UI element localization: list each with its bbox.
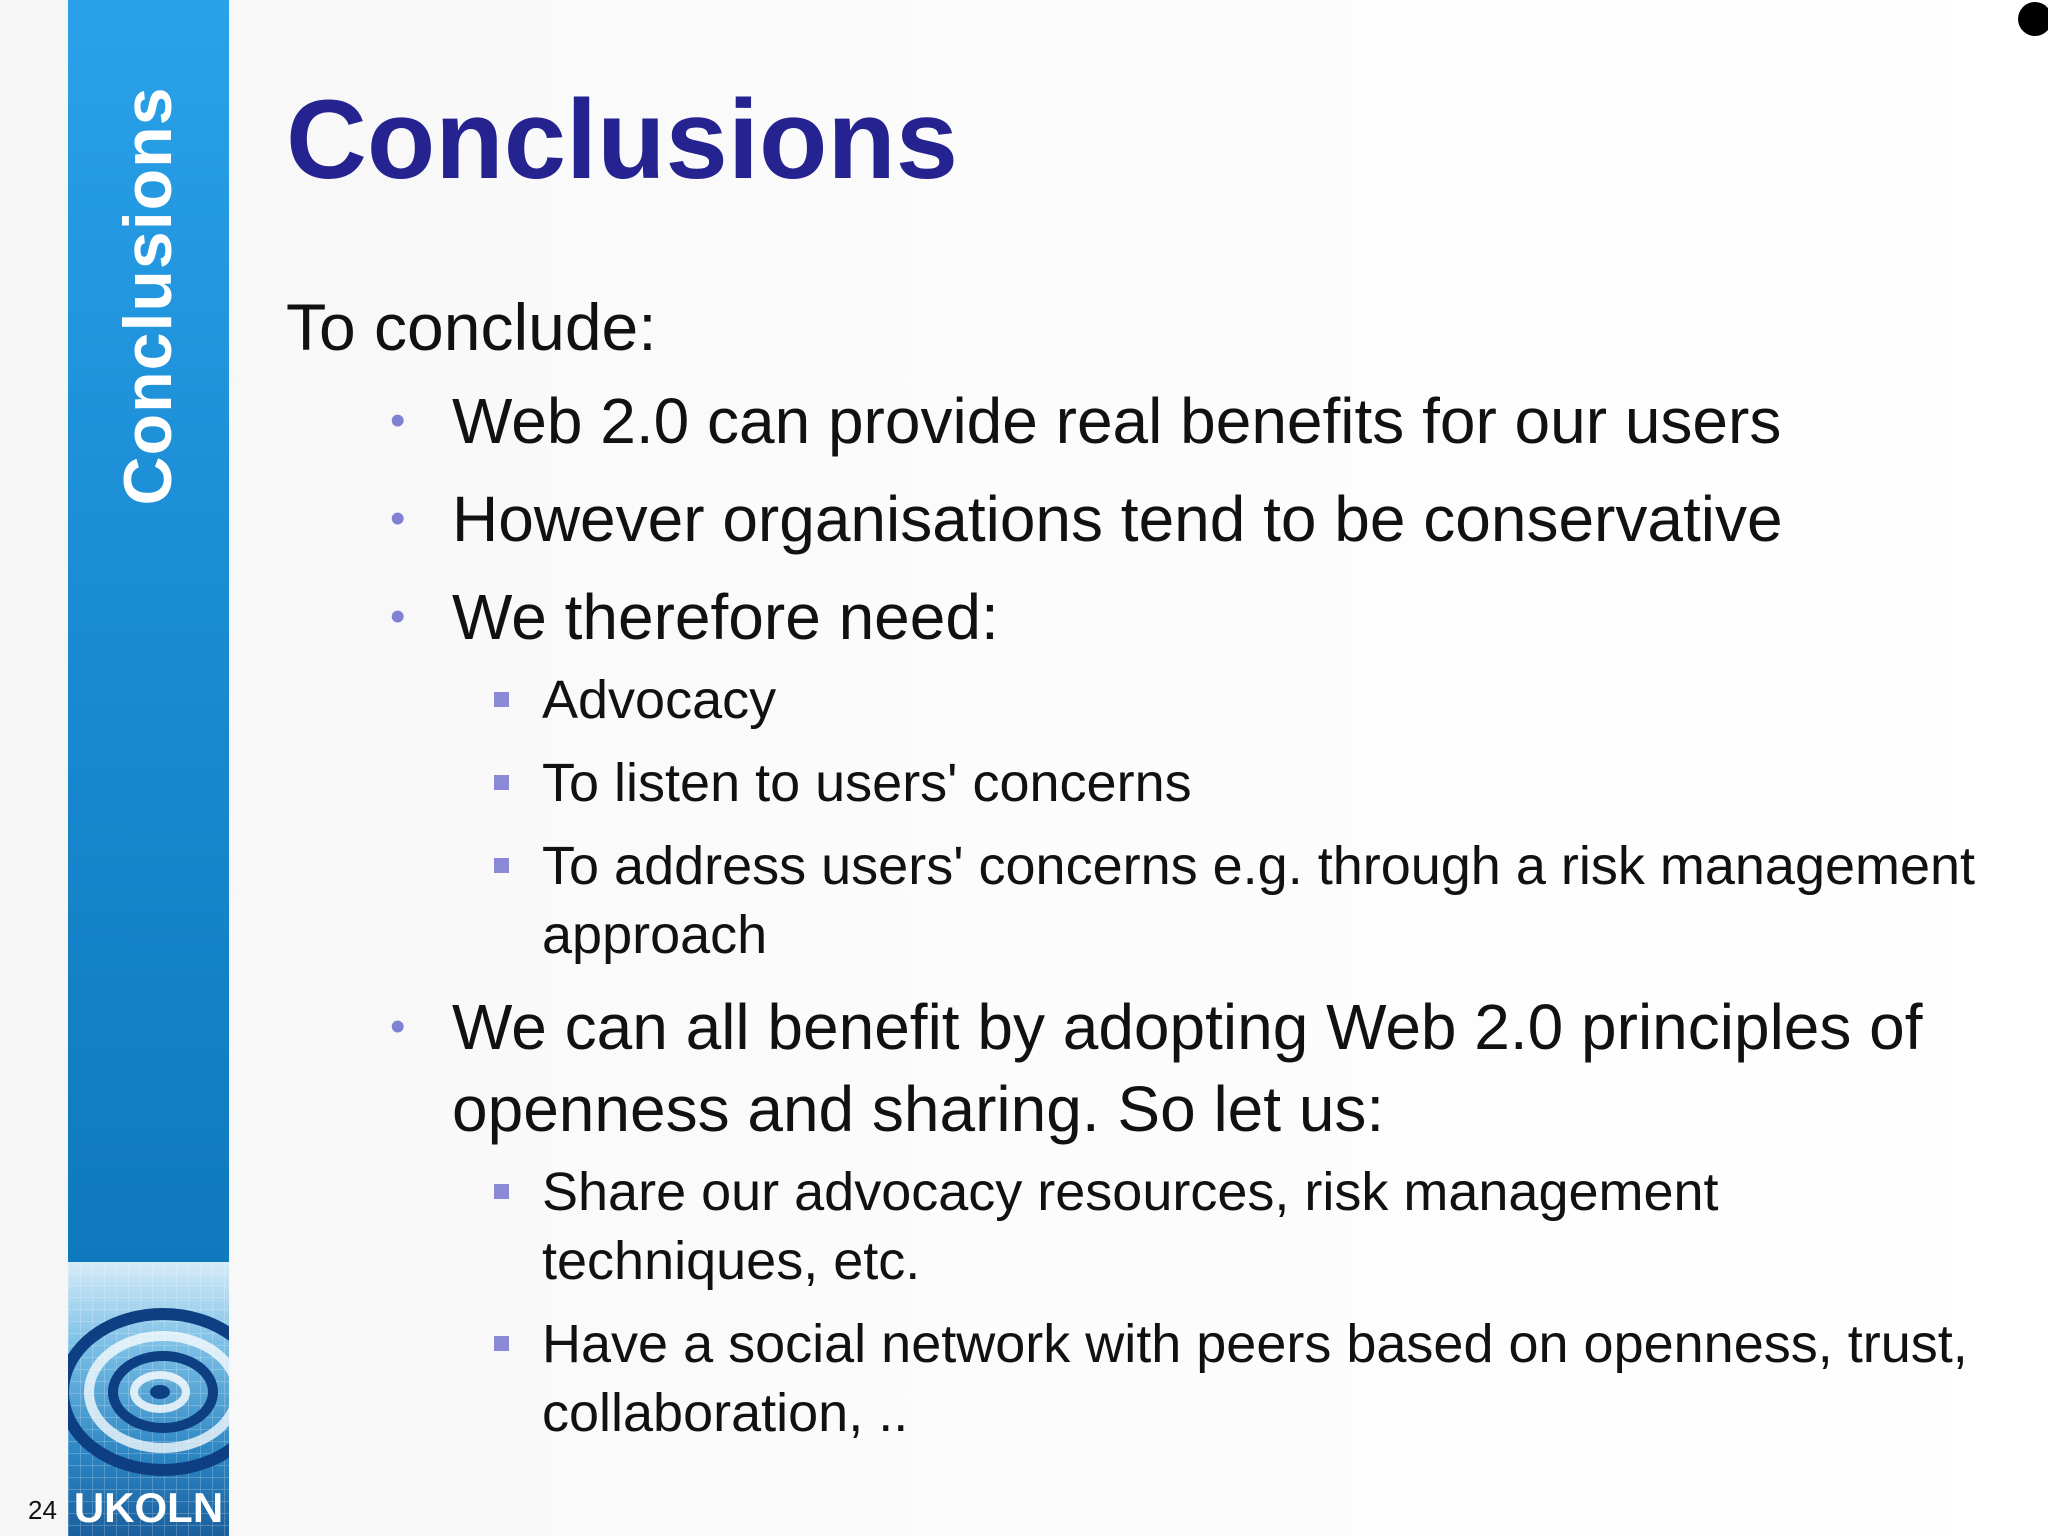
bullet-item bbox=[390, 986, 1986, 1448]
bullet-dot-icon: • bbox=[390, 494, 406, 543]
intro-text: To conclude: bbox=[286, 290, 657, 364]
slide-title: Conclusions bbox=[286, 77, 959, 202]
square-bullet-icon bbox=[494, 1336, 509, 1351]
slide-content bbox=[286, 282, 1986, 1464]
sub-bullet-text: Advocacy bbox=[542, 670, 777, 730]
bullet-list bbox=[286, 380, 1986, 1448]
sub-bullet-item bbox=[542, 832, 1986, 970]
sub-bullet-list bbox=[452, 666, 1986, 970]
sub-bullet-item bbox=[542, 749, 1986, 818]
sidebar-title: Conclusions bbox=[110, 86, 186, 506]
bullet-item bbox=[390, 380, 1986, 462]
bullet-item bbox=[390, 576, 1986, 970]
page-number: 24 bbox=[28, 1495, 57, 1525]
bullet-dot-icon: • bbox=[390, 592, 406, 641]
bullet-text: Web 2.0 can provide real benefits for our users bbox=[452, 385, 1782, 457]
sub-bullet-text: Have a social network with peers based on openness, trust, collaboration, .. bbox=[542, 1314, 1968, 1443]
eye-logo-icon bbox=[68, 1292, 229, 1492]
square-bullet-icon bbox=[494, 775, 509, 790]
sub-bullet-text: To listen to users' concerns bbox=[542, 753, 1192, 813]
square-bullet-icon bbox=[494, 858, 509, 873]
bullet-text: We therefore need: bbox=[452, 581, 999, 653]
logo-text: UKOLN bbox=[73, 1484, 224, 1531]
bullet-item bbox=[390, 478, 1986, 560]
bullet-text: We can all benefit by adopting Web 2.0 principles of openness and sharing. So let us: bbox=[452, 991, 1923, 1145]
square-bullet-icon bbox=[494, 692, 509, 707]
ukoln-logo bbox=[68, 1262, 229, 1536]
sub-bullet-item bbox=[542, 666, 1986, 735]
bullet-dot-icon: • bbox=[390, 1002, 406, 1051]
sub-bullet-item bbox=[542, 1310, 1986, 1448]
bullet-text: However organisations tend to be conservative bbox=[452, 483, 1783, 555]
sub-bullet-text: Share our advocacy resources, risk management techniques, etc. bbox=[542, 1162, 1719, 1291]
square-bullet-icon bbox=[494, 1184, 509, 1199]
sub-bullet-text: To address users' concerns e.g. through a risk management approach bbox=[542, 836, 1976, 965]
bullet-dot-icon: • bbox=[390, 396, 406, 445]
sub-bullet-item bbox=[542, 1158, 1986, 1296]
corner-dot-icon bbox=[2018, 2, 2048, 36]
sub-bullet-list bbox=[452, 1158, 1986, 1448]
